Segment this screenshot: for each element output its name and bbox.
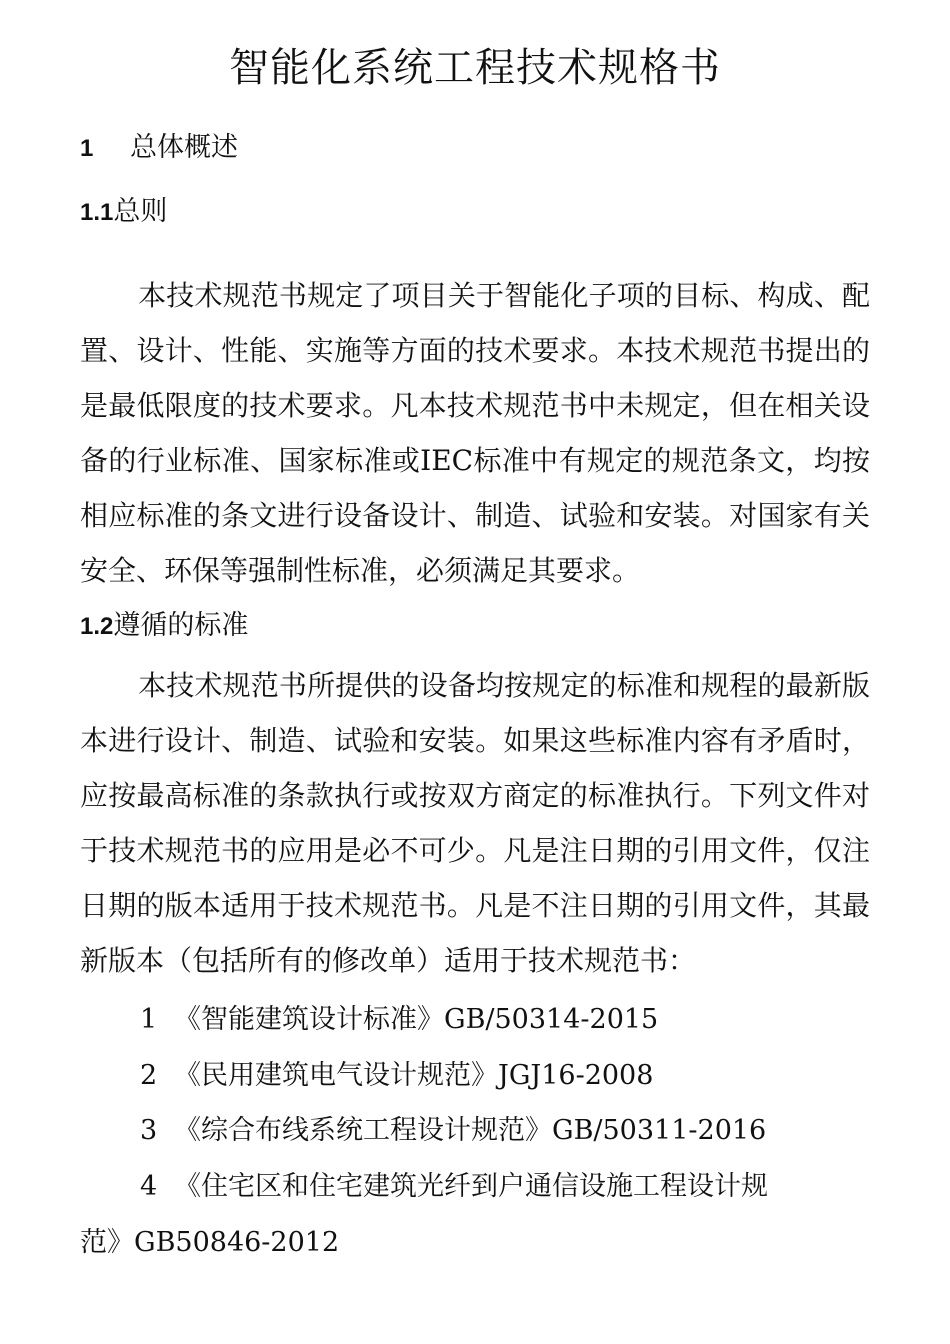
paragraph-text: 本技术规范书所提供的设备均按规定的标准和规程的最新版本进行设计、制造、试验和安装。如果这些标准内容有矛盾时，应按最高标准的条款执行或按双方商定的标准执行。下列文件对于技术规范书的应用是必不可少。凡是注日期的引用文件，仅注日期的版本适用于技术规范书。凡是不注日期的引用文件，其最新版本（包括所有的修改单）适用于技术规范书： (80, 669, 870, 977)
document-title: 智能化系统工程技术规格书 (229, 45, 721, 91)
section-label: 总体概述 (130, 132, 238, 163)
paragraph-general (80, 268, 870, 598)
paragraph-standards (80, 658, 870, 988)
section-heading-1-1 (80, 192, 167, 233)
reference-text: 《智能建筑设计标准》GB/50314-2015 (174, 1004, 659, 1035)
paragraph-text: 本技术规范书规定了项目关于智能化子项的目标、构成、配置、设计、性能、实施等方面的技术要求。本技术规范书提出的是最低限度的技术要求。凡本技术规范书中未规定，但在相关设备的行业标准、国家标准或IEC标准中有规定的规范条文，均按相应标准的条文进行设备设计、制造、试验和安装。对国家有关安全、环保等强制性标准，必须满足其要求。 (80, 279, 870, 587)
reference-item (140, 1111, 766, 1151)
section-label: 遵循的标准 (113, 610, 249, 641)
reference-item (140, 1000, 658, 1040)
reference-text: 《住宅区和住宅建筑光纤到户通信设施工程设计规 (174, 1171, 768, 1202)
reference-item (140, 1056, 653, 1096)
section-number: 1.2 (80, 613, 114, 640)
section-number: 1.1 (80, 199, 114, 226)
section-heading-1 (80, 128, 238, 169)
section-number: 1 (80, 135, 94, 162)
reference-number: 3 (140, 1115, 158, 1146)
reference-continuation: 范》GB50846-2012 (80, 1227, 340, 1258)
reference-number: 4 (140, 1171, 158, 1202)
reference-text: 《综合布线系统工程设计规范》GB/50311-2016 (174, 1115, 767, 1146)
reference-text: 《民用建筑电气设计规范》JGJ16-2008 (174, 1060, 654, 1091)
reference-number: 2 (140, 1060, 158, 1091)
section-label: 总则 (113, 196, 168, 227)
reference-number: 1 (140, 1004, 158, 1035)
reference-item (140, 1167, 768, 1207)
section-heading-1-2 (80, 606, 248, 647)
